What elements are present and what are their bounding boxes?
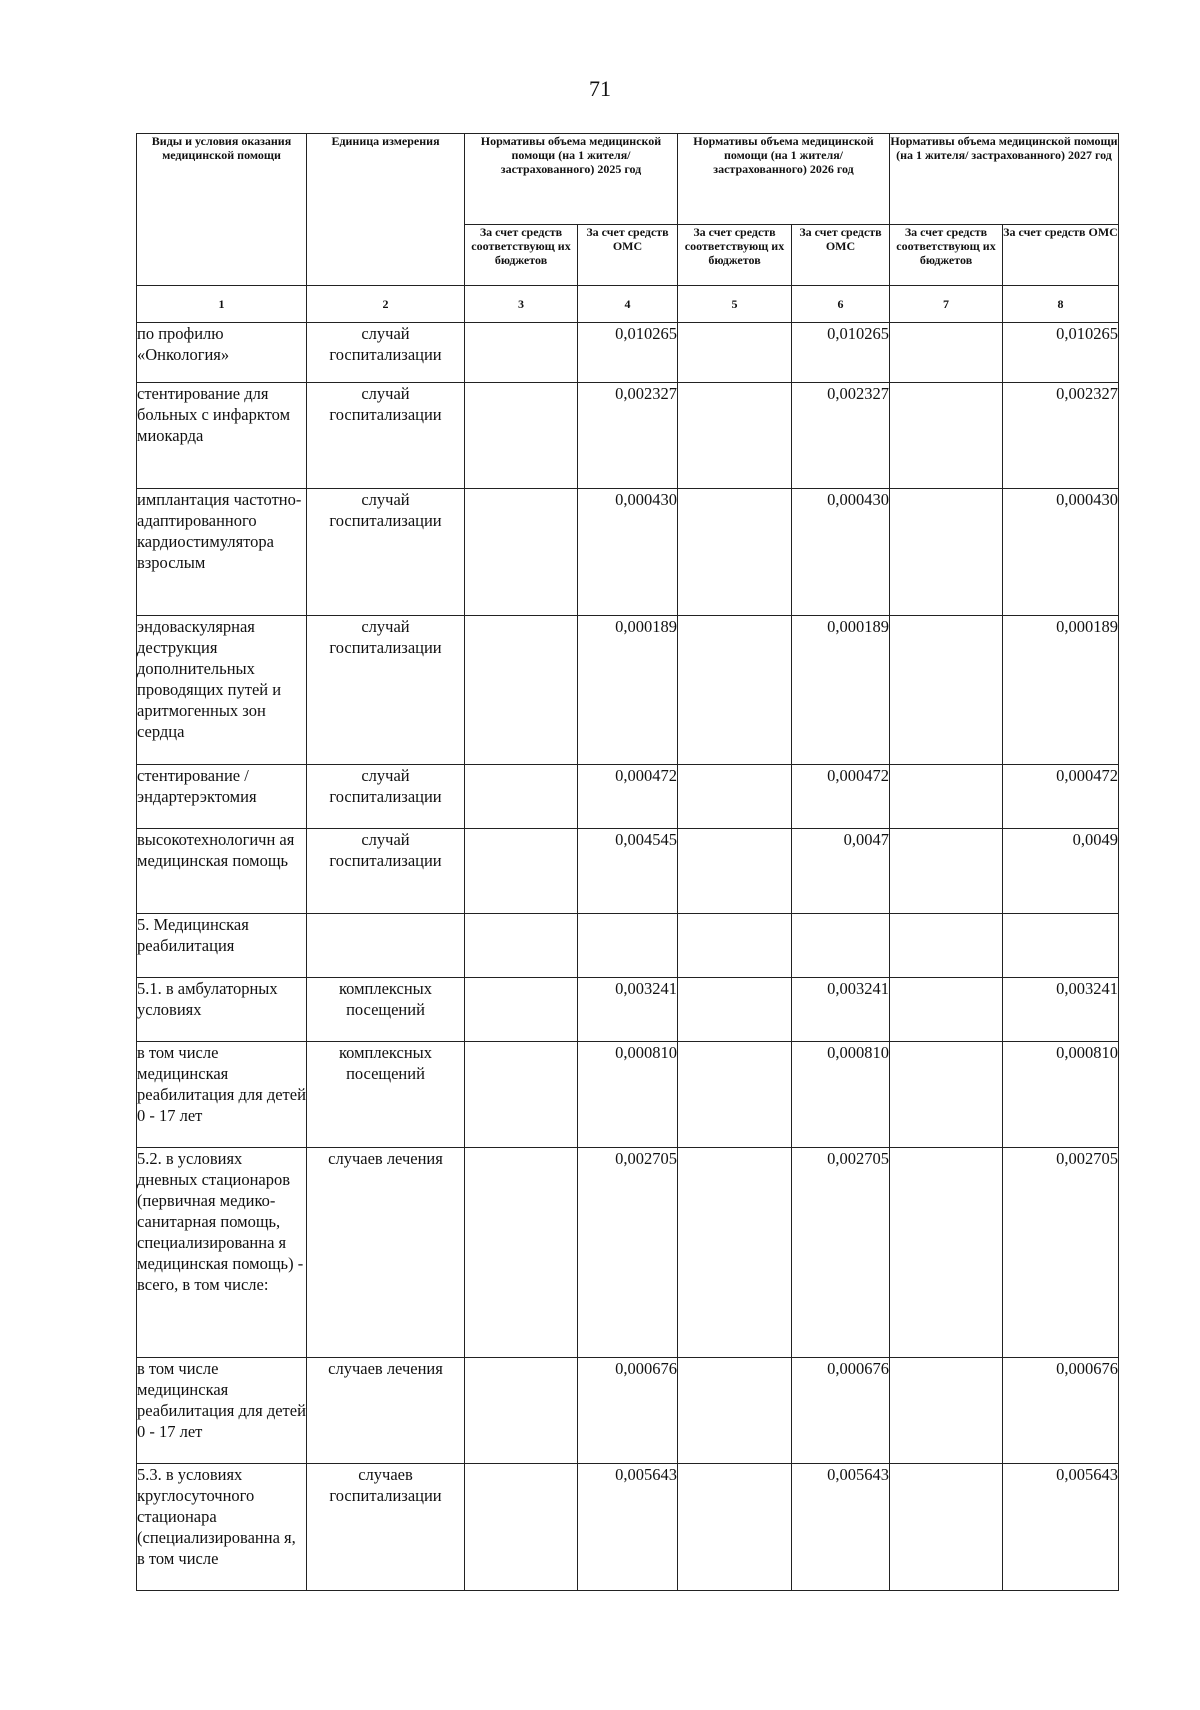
- cell-oms-2025: 0,003241: [578, 978, 678, 1042]
- row-unit: [307, 914, 465, 978]
- cell-oms-2027: 0,000472: [1003, 765, 1119, 829]
- column-number: 1: [137, 286, 307, 323]
- cell-oms-2026: 0,000472: [792, 765, 890, 829]
- cell-budget-2026: [678, 616, 792, 765]
- cell-budget-2025: [465, 1042, 578, 1148]
- cell-budget-2027: [890, 616, 1003, 765]
- row-unit: случай госпитализации: [307, 616, 465, 765]
- cell-oms-2025: 0,000676: [578, 1358, 678, 1464]
- cell-budget-2026: [678, 978, 792, 1042]
- cell-budget-2025: [465, 616, 578, 765]
- cell-budget-2026: [678, 383, 792, 489]
- cell-oms-2026: 0,000189: [792, 616, 890, 765]
- cell-budget-2026: [678, 1148, 792, 1358]
- header-budget-2026: За счет средств соответствующ их бюджетов: [678, 225, 792, 286]
- cell-oms-2025: 0,002705: [578, 1148, 678, 1358]
- row-unit: случай госпитализации: [307, 323, 465, 383]
- row-unit: случаев лечения: [307, 1358, 465, 1464]
- cell-oms-2027: 0,000676: [1003, 1358, 1119, 1464]
- cell-oms-2026: [792, 914, 890, 978]
- row-name: 5.2. в условиях дневных стационаров (первичная медико-санитарная помощь, специализированна я медицинская помощь) - всего, в том числе:: [137, 1148, 307, 1358]
- cell-budget-2027: [890, 383, 1003, 489]
- row-name: стентирование / эндартерэктомия: [137, 765, 307, 829]
- table-row: [137, 489, 1119, 616]
- table-row: [137, 765, 1119, 829]
- cell-oms-2027: 0,000430: [1003, 489, 1119, 616]
- cell-oms-2025: 0,004545: [578, 829, 678, 914]
- column-number: 3: [465, 286, 578, 323]
- header-oms-2027: За счет средств ОМС: [1003, 225, 1119, 286]
- cell-oms-2027: 0,0049: [1003, 829, 1119, 914]
- cell-oms-2025: 0,002327: [578, 383, 678, 489]
- cell-oms-2026: 0,000430: [792, 489, 890, 616]
- cell-budget-2027: [890, 1358, 1003, 1464]
- cell-budget-2026: [678, 489, 792, 616]
- column-numbers-row: [137, 286, 1119, 323]
- cell-budget-2027: [890, 1042, 1003, 1148]
- header-year-2026: Нормативы объема медицинской помощи (на 1 жителя/застрахованного) 2026 год: [678, 134, 890, 225]
- row-unit: комплексных посещений: [307, 978, 465, 1042]
- cell-oms-2027: 0,002705: [1003, 1148, 1119, 1358]
- cell-oms-2026: 0,0047: [792, 829, 890, 914]
- cell-budget-2027: [890, 765, 1003, 829]
- row-unit: случай госпитализации: [307, 829, 465, 914]
- header-unit: Единица измерения: [307, 134, 465, 286]
- row-unit: комплексных посещений: [307, 1042, 465, 1148]
- column-number: 6: [792, 286, 890, 323]
- cell-budget-2026: [678, 323, 792, 383]
- header-oms-2025: За счет средств ОМС: [578, 225, 678, 286]
- cell-oms-2026: 0,003241: [792, 978, 890, 1042]
- cell-budget-2025: [465, 978, 578, 1042]
- row-name: 5.3. в условиях круглосуточного стационара (специализированна я, в том числе: [137, 1464, 307, 1591]
- cell-oms-2026: 0,000676: [792, 1358, 890, 1464]
- cell-oms-2026: 0,005643: [792, 1464, 890, 1591]
- cell-oms-2027: [1003, 914, 1119, 978]
- table-header: [137, 134, 1119, 323]
- table-row: [137, 829, 1119, 914]
- row-name: по профилю «Онкология»: [137, 323, 307, 383]
- table-row: [137, 383, 1119, 489]
- cell-budget-2025: [465, 765, 578, 829]
- cell-oms-2025: 0,000810: [578, 1042, 678, 1148]
- cell-oms-2025: 0,010265: [578, 323, 678, 383]
- cell-budget-2026: [678, 1358, 792, 1464]
- column-number: 4: [578, 286, 678, 323]
- column-number: 7: [890, 286, 1003, 323]
- cell-oms-2025: 0,005643: [578, 1464, 678, 1591]
- header-type-of-care: Виды и условия оказания медицинской помощи: [137, 134, 307, 286]
- table-row: [137, 1464, 1119, 1591]
- cell-budget-2027: [890, 829, 1003, 914]
- cell-budget-2025: [465, 1358, 578, 1464]
- norms-table: [136, 133, 1119, 1591]
- cell-budget-2027: [890, 489, 1003, 616]
- cell-oms-2025: [578, 914, 678, 978]
- cell-budget-2027: [890, 978, 1003, 1042]
- row-unit: случай госпитализации: [307, 489, 465, 616]
- header-budget-2025: За счет средств соответствующ их бюджетов: [465, 225, 578, 286]
- table-body: [137, 323, 1119, 1591]
- header-year-2025: Нормативы объема медицинской помощи (на 1 жителя/застрахованного) 2025 год: [465, 134, 678, 225]
- table-row: [137, 978, 1119, 1042]
- header-year-2027: Нормативы объема медицинской помощи (на 1 жителя/ застрахованного) 2027 год: [890, 134, 1119, 225]
- row-name: в том числе медицинская реабилитация для детей 0 - 17 лет: [137, 1042, 307, 1148]
- cell-oms-2025: 0,000472: [578, 765, 678, 829]
- column-number: 5: [678, 286, 792, 323]
- row-name: 5.1. в амбулаторных условиях: [137, 978, 307, 1042]
- cell-budget-2025: [465, 489, 578, 616]
- column-number: 2: [307, 286, 465, 323]
- table-row: [137, 1148, 1119, 1358]
- cell-budget-2026: [678, 1464, 792, 1591]
- cell-budget-2025: [465, 1464, 578, 1591]
- cell-oms-2027: 0,002327: [1003, 383, 1119, 489]
- cell-oms-2026: 0,000810: [792, 1042, 890, 1148]
- cell-oms-2027: 0,003241: [1003, 978, 1119, 1042]
- page-number: 71: [589, 76, 611, 101]
- cell-budget-2025: [465, 914, 578, 978]
- row-name: высокотехнологичн ая медицинская помощь: [137, 829, 307, 914]
- cell-budget-2026: [678, 1042, 792, 1148]
- row-name: эндоваскулярная деструкция дополнительных проводящих путей и аритмогенных зон сердца: [137, 616, 307, 765]
- cell-budget-2026: [678, 829, 792, 914]
- cell-budget-2026: [678, 914, 792, 978]
- row-name: 5. Медицинская реабилитация: [137, 914, 307, 978]
- row-name: имплантация частотно-адаптированного кардиостимулятора взрослым: [137, 489, 307, 616]
- cell-oms-2025: 0,000189: [578, 616, 678, 765]
- table-row: [137, 1042, 1119, 1148]
- cell-oms-2026: 0,010265: [792, 323, 890, 383]
- header-budget-2027: За счет средств соответствующ их бюджетов: [890, 225, 1003, 286]
- cell-budget-2025: [465, 323, 578, 383]
- cell-budget-2025: [465, 383, 578, 489]
- row-unit: случай госпитализации: [307, 383, 465, 489]
- cell-oms-2027: 0,010265: [1003, 323, 1119, 383]
- row-unit: случаев госпитализации: [307, 1464, 465, 1591]
- table-row: [137, 323, 1119, 383]
- cell-budget-2027: [890, 323, 1003, 383]
- cell-budget-2025: [465, 1148, 578, 1358]
- cell-oms-2025: 0,000430: [578, 489, 678, 616]
- cell-oms-2026: 0,002705: [792, 1148, 890, 1358]
- cell-oms-2026: 0,002327: [792, 383, 890, 489]
- column-number: 8: [1003, 286, 1119, 323]
- cell-budget-2027: [890, 1148, 1003, 1358]
- cell-budget-2027: [890, 914, 1003, 978]
- cell-budget-2025: [465, 829, 578, 914]
- row-name: в том числе медицинская реабилитация для детей 0 - 17 лет: [137, 1358, 307, 1464]
- cell-oms-2027: 0,000189: [1003, 616, 1119, 765]
- row-unit: случай госпитализации: [307, 765, 465, 829]
- cell-budget-2026: [678, 765, 792, 829]
- cell-oms-2027: 0,005643: [1003, 1464, 1119, 1591]
- table-row: [137, 914, 1119, 978]
- table-row: [137, 616, 1119, 765]
- cell-oms-2027: 0,000810: [1003, 1042, 1119, 1148]
- header-oms-2026: За счет средств ОМС: [792, 225, 890, 286]
- row-name: стентирование для больных с инфарктом миокарда: [137, 383, 307, 489]
- row-unit: случаев лечения: [307, 1148, 465, 1358]
- table-row: [137, 1358, 1119, 1464]
- cell-budget-2027: [890, 1464, 1003, 1591]
